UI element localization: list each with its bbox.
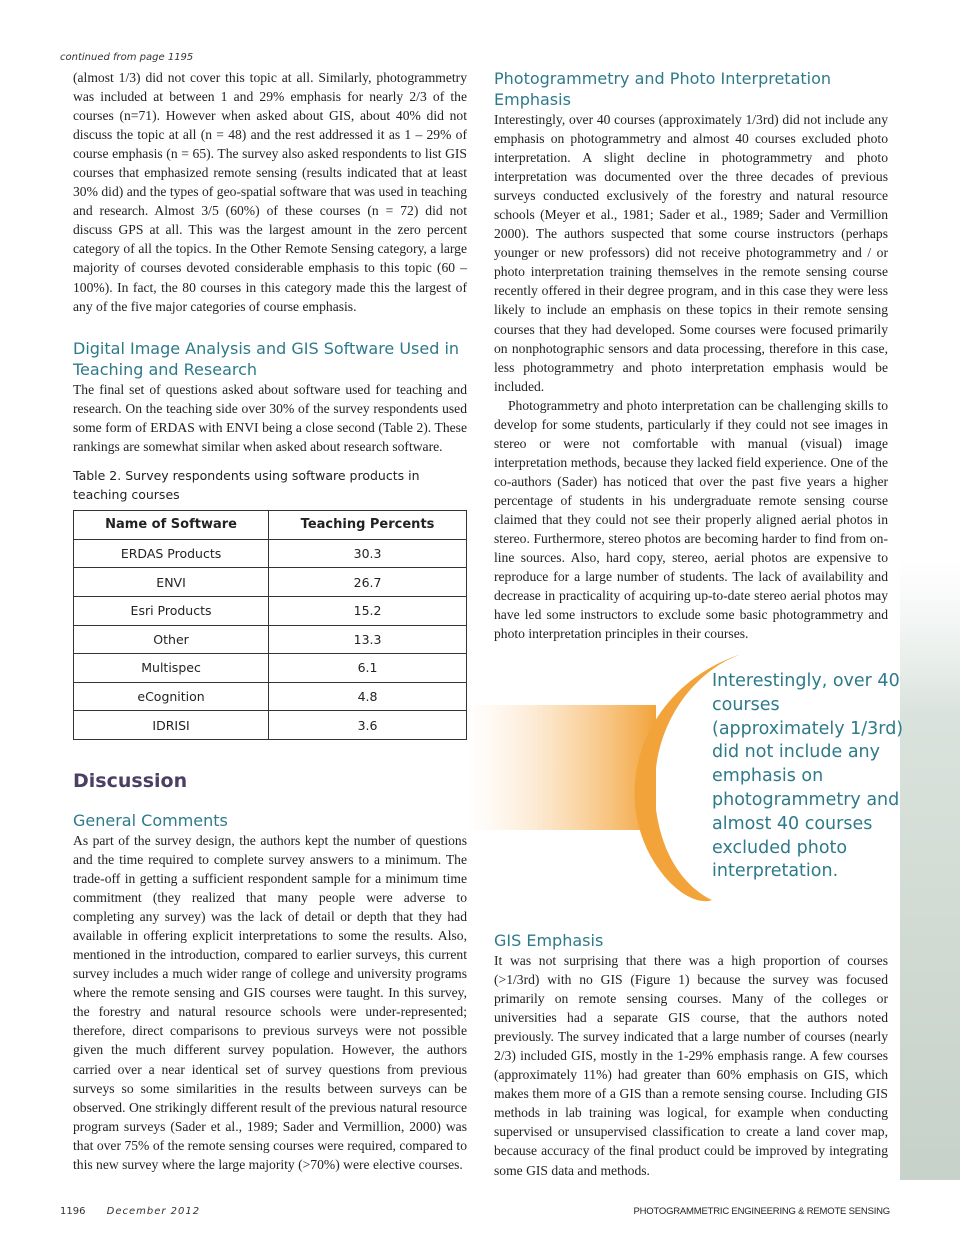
software-name: Esri Products	[74, 596, 269, 625]
footer-left	[60, 1206, 200, 1217]
software-name: Multispec	[74, 654, 269, 683]
journal-name: PHOTOGRAMMETRIC ENGINEERING & REMOTE SENSING	[633, 1206, 890, 1217]
discussion-heading: Discussion	[73, 769, 188, 792]
table-row	[74, 625, 467, 654]
software-table	[73, 510, 467, 740]
teaching-percent: 13.3	[269, 625, 467, 654]
gis-emphasis-title: GIS Emphasis	[494, 931, 604, 950]
photogrammetry-paragraph-2: Photogrammetry and photo interpretation can be challenging skills to develop for some students, particularly if they could not see images in stereo or were not comfortable with manual (visual) image interpretation methods, because they lacked field experience. One of the co-authors (Sader) has noticed that over the past five years a higher percentage of students in his undergraduate remote sensing course claimed that they could not see their properly aligned aerial photos in stereo. Furthermore, stereo photos are becoming harder to find from on-line sources. Also, hard copy, stereo, aerial photos are expensive to reproduce for a large number of students. The lack of availability and decrease in practicality of acquiring up-to-date stereo aerial photos may have led some instructors to exclude some basic photogrammetry and photo interpretation principles in their courses.	[494, 397, 888, 642]
table-row	[74, 682, 467, 711]
left-column	[73, 68, 467, 1174]
software-name: IDRISI	[74, 711, 269, 740]
table-header-row	[74, 510, 467, 539]
page-number: 1196	[60, 1206, 86, 1217]
table-caption: Table 2. Survey respondents using software products in teaching courses	[73, 467, 420, 502]
issue-date: December 2012	[106, 1206, 201, 1217]
table-row	[74, 568, 467, 597]
software-name: Other	[74, 625, 269, 654]
software-paragraph: The final set of questions asked about software used for teaching and research. On the teaching side over 30% of the survey respondents used some form of ERDAS with ENVI being a close second (Table 2). These rankings are somewhat similar when asked about research software.	[73, 381, 467, 454]
table-row	[74, 539, 467, 568]
continued-note: continued from page 1195	[60, 52, 194, 63]
teaching-percent: 26.7	[269, 568, 467, 597]
gis-section	[494, 930, 888, 1180]
table-header: Teaching Percents	[269, 510, 467, 539]
intro-paragraph: (almost 1/3) did not cover this topic at all. Similarly, photogrammetry was included at between 1 and 29% emphasis for nearly 2/3 of the courses (n=71). However when asked about GIS, about 40% did not discuss the topic at all (n = 48) and the rest addressed it as 1 – 29% of course emphasis (n = 65). The survey also asked respondents to list GIS courses that emphasized remote sensing (results indicated that at least 30% did) and the types of geo-spatial software that was used in teaching and research. Almost 3/5 (60%) of these courses (n = 72) did not discuss GPS at all. This was the largest amount in the zero percent category of all the topics. In the Other Remote Sensing category, a large majority of courses devoted considerable emphasis to this topic (60 – 100%). In fact, the 80 courses in this category made this the largest of any of the five major categories of course emphasis.	[73, 70, 467, 314]
photogrammetry-title: Photogrammetry and Photo Interpretation Emphasis	[494, 69, 832, 109]
gis-emphasis-paragraph: It was not surprising that there was a high proportion of courses (>1/3rd) with no GIS (Figure 1) because the survey was focused primarily on remote sensing courses. Many of the colleges or universities had a separate GIS course, that the authors noted previously. The survey indicated that a large number of courses (nearly 2/3) included GIS, mostly in the 1-29% emphasis range. A few courses (approximately 11%) had greater than 60% emphasis on GIS, which makes them more of a GIS than a remote sensing course. Including GIS methods in lab training was logical, for example when conducting supervised or unsupervised classification to create a land cover map, because accuracy of the final product could be improved by integrating some GIS data and methods.	[494, 953, 888, 1178]
table-header: Name of Software	[74, 510, 269, 539]
teaching-percent: 6.1	[269, 654, 467, 683]
software-name: eCognition	[74, 682, 269, 711]
teaching-percent: 15.2	[269, 596, 467, 625]
software-section-title: Digital Image Analysis and GIS Software Used in Teaching and Research	[73, 338, 460, 379]
table-row	[74, 654, 467, 683]
pull-quote: Interestingly, over 40 courses (approximately 1/3rd) did not include any emphasis on photogrammetry and almost 40 courses excluded photo interpretation.	[712, 671, 904, 882]
software-name: ENVI	[74, 568, 269, 597]
teaching-percent: 3.6	[269, 711, 467, 740]
table-row	[74, 596, 467, 625]
right-column	[494, 68, 888, 643]
general-comments-title: General Comments	[73, 810, 228, 830]
teaching-percent: 4.8	[269, 682, 467, 711]
general-comments-paragraph: As part of the survey design, the authors kept the number of questions and the time required to complete survey answers to a minimum. The trade-off in getting a sufficient respondent sample for a minimum time commitment (they realized that many people were adverse to completing any survey) was the lack of detail or depth that they had available in offering explicit interpretations to some the results. Also, mentioned in the introduction, compared to earlier surveys, this current survey includes a much wider range of college and university programs where the remote sensing and GIS courses were taught. In this survey, the forestry and natural resource schools were under-represented; therefore, direct comparisons to previous surveys were not possible given the much different survey population. However, the authors carried over a near identical set of survey questions from previous surveys so some similarities in the results between surveys can be observed. One strikingly different result of the previous natural resource program surveys (Sader et al., 1989; Sader and Vermillion, 2000) was that over 75% of the remote sensing courses were required, compared to this new survey where the large majority (>70%) were elective courses.	[73, 832, 467, 1172]
table-row	[74, 711, 467, 740]
photogrammetry-paragraph-1: Interestingly, over 40 courses (approximately 1/3rd) did not include any emphasis on photogrammetry and almost 40 courses excluded photo interpretation. A slight decline in photogrammetry and photo interpretation was documented over the three decades of previous surveys conducted exclusively of the forestry and natural resource schools (Meyer et al., 1981; Sader et al., 1989; Sader and Vermillion 2000). The authors suspected that some course instructors (perhaps younger or new professors) did not receive photogrammetry and / or photo interpretation training themselves in the remote sensing course recently offered in their degree program, and in this case they were less likely to include an emphasis on these topics in their remote sensing courses that they had developed. Some courses were focused primarily on nonphotographic sensors and data processing, therefore in this case, less photogrammetry and photo interpretation emphasis would be included.	[494, 112, 888, 394]
software-name: ERDAS Products	[74, 539, 269, 568]
teaching-percent: 30.3	[269, 539, 467, 568]
orange-band	[466, 705, 656, 830]
